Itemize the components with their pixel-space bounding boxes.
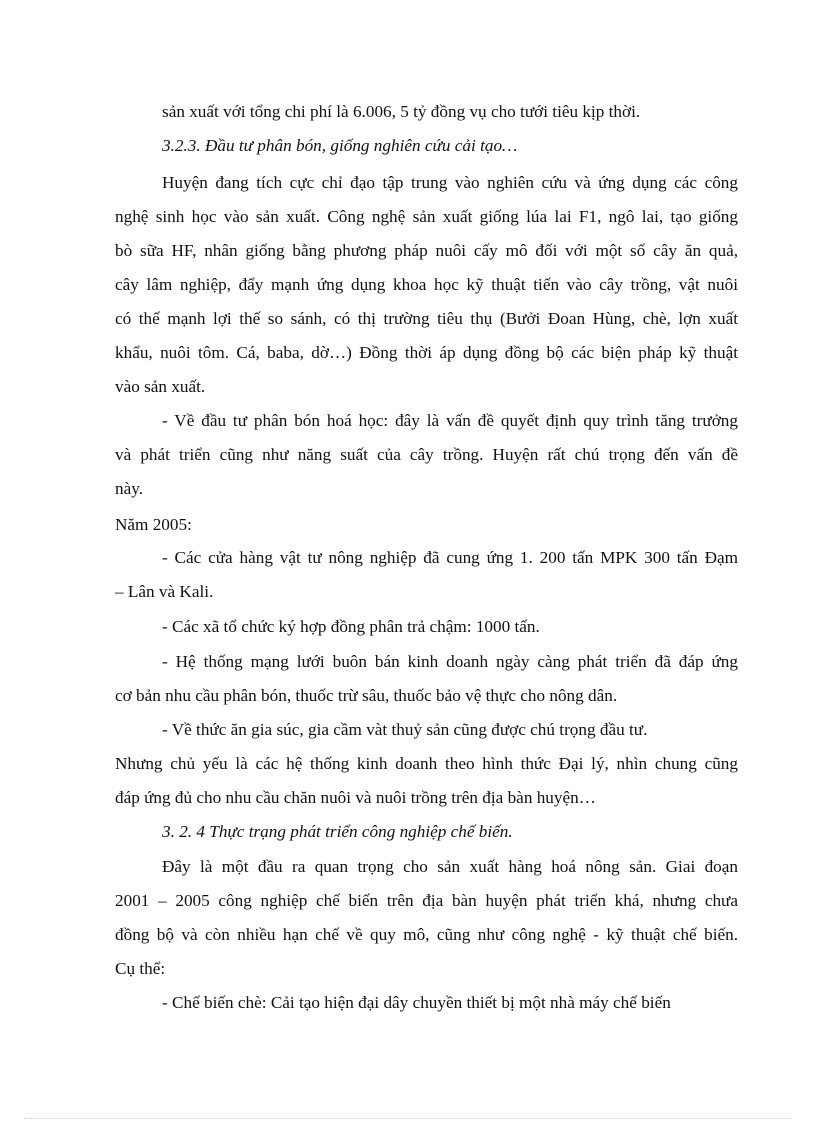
section-heading-3-2-3: 3.2.3. Đầu tư phân bón, giống nghiên cứu cải tạo… bbox=[162, 136, 518, 155]
body-line: – Lân và Kali. bbox=[115, 582, 214, 601]
body-line: cây lâm nghiệp, đẩy mạnh ứng dụng khoa học kỹ thuật tiến vào cây trồng, vật nuôi bbox=[115, 275, 738, 294]
bullet-line: - Về thức ăn gia súc, gia cầm vàt thuỷ sản cũng được chú trọng đầu tư. bbox=[162, 720, 648, 739]
body-line: Nhưng chủ yếu là các hệ thống kinh doanh theo hình thức Đại lý, nhìn chung cũng bbox=[115, 754, 738, 773]
body-line: và phát triển cũng như năng suất của cây trồng. Huyện rất chú trọng đến vấn đề bbox=[115, 445, 738, 464]
body-line: Huyện đang tích cực chỉ đạo tập trung vào nghiên cứu và ứng dụng các công bbox=[162, 173, 738, 192]
section-heading-3-2-4: 3. 2. 4 Thực trạng phát triển công nghiệp chế biến. bbox=[162, 822, 513, 841]
body-line: Đây là một đầu ra quan trọng cho sản xuất hàng hoá nông sản. Giai đoạn bbox=[162, 857, 738, 876]
body-line: có thế mạnh lợi thế so sánh, có thị trường tiêu thụ (Bưởi Đoan Hùng, chè, lợn xuất bbox=[115, 309, 738, 328]
body-line: sản xuất với tổng chi phí là 6.006, 5 tỷ đồng vụ cho tưới tiêu kịp thời. bbox=[162, 102, 641, 121]
body-line: bò sữa HF, nhân giống bằng phương pháp nuôi cấy mô đối với một số cây ăn quả, bbox=[115, 241, 738, 260]
bullet-line: - Hệ thống mạng lưới buôn bán kinh doanh ngày càng phát triển đã đáp ứng bbox=[162, 652, 738, 671]
year-label: Năm 2005: bbox=[115, 515, 192, 534]
body-line: đồng bộ và còn nhiều hạn chế về quy mô, cũng như công nghệ - kỹ thuật chế biến. bbox=[115, 925, 738, 944]
body-line: 2001 – 2005 công nghiệp chế biến trên địa bàn huyện phát triển khá, nhưng chưa bbox=[115, 891, 738, 910]
body-line: này. bbox=[115, 479, 143, 498]
bullet-line: - Các xã tổ chức ký hợp đồng phân trả chậm: 1000 tấn. bbox=[162, 617, 540, 636]
bullet-line: - Các cửa hàng vật tư nông nghiệp đã cung ứng 1. 200 tấn MPK 300 tấn Đạm bbox=[162, 548, 738, 567]
page-bottom-divider bbox=[24, 1118, 792, 1119]
body-line: - Về đầu tư phân bón hoá học: đây là vấn đề quyết định quy trình tăng trưởng bbox=[162, 411, 738, 430]
body-line: đáp ứng đủ cho nhu cầu chăn nuôi và nuôi trồng trên địa bàn huyện… bbox=[115, 788, 596, 807]
bullet-line: - Chế biến chè: Cải tạo hiện đại dây chuyền thiết bị một nhà máy chế biến bbox=[162, 993, 671, 1012]
body-line: khẩu, nuôi tôm. Cá, baba, dờ…) Đồng thời áp dụng đồng bộ các biện pháp kỹ thuật bbox=[115, 343, 738, 362]
body-line: cơ bản nhu cầu phân bón, thuốc trừ sâu, thuốc bảo vệ thực cho nông dân. bbox=[115, 686, 618, 705]
body-line: nghệ sinh học vào sản xuất. Công nghệ sản xuất giống lúa lai F1, ngô lai, tạo giống bbox=[115, 207, 738, 226]
body-line: vào sản xuất. bbox=[115, 377, 206, 396]
body-line: Cụ thể: bbox=[115, 959, 166, 978]
